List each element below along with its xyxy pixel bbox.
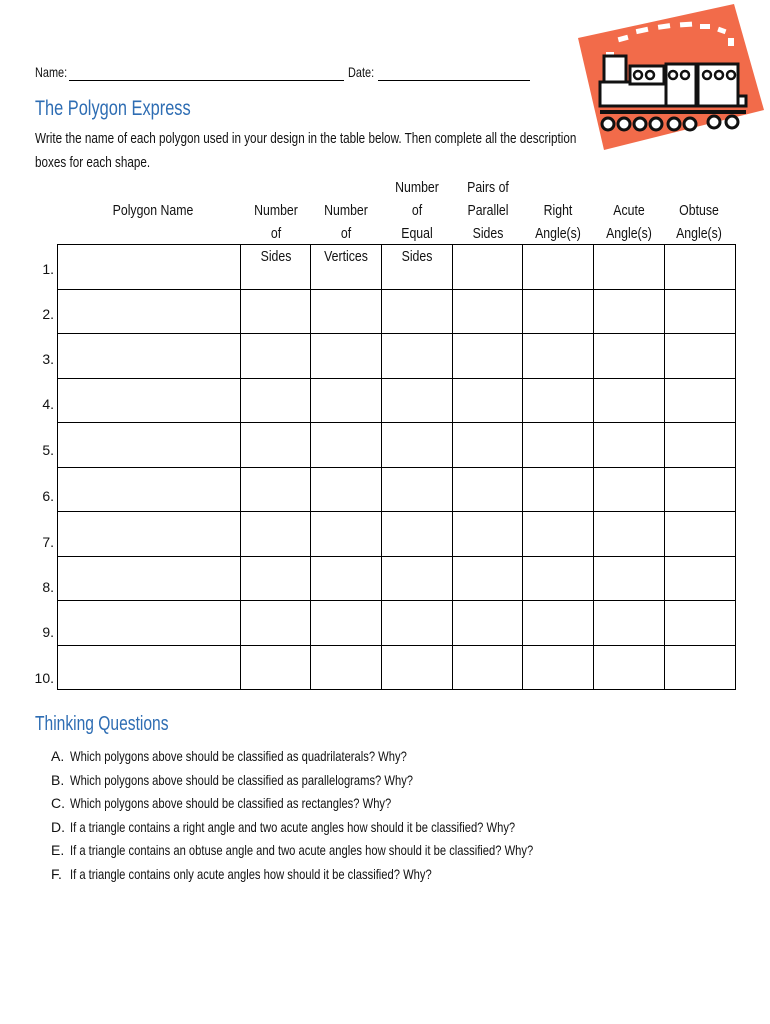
row-number: 8. [42,579,54,595]
description-cell[interactable] [665,245,736,290]
description-cell[interactable] [523,556,594,601]
description-cell[interactable] [311,467,382,512]
column-header-acute-angles: Acute Angle(s) [606,202,652,242]
description-cell[interactable] [665,645,736,690]
description-cell[interactable] [523,467,594,512]
column-header-polygon-name: Polygon Name [112,202,194,219]
description-cell[interactable] [241,334,311,379]
description-cell[interactable] [665,512,736,557]
description-cell[interactable] [523,423,594,468]
row-number: 7. [42,534,54,550]
description-cell[interactable] [665,289,736,334]
row-number: 10. [34,670,54,686]
column-header-equal-sides: Number of Equal Sides [395,179,439,265]
description-cell[interactable] [523,378,594,423]
description-cell[interactable] [311,512,382,557]
date-field-line[interactable] [378,80,530,81]
description-cell[interactable] [453,245,523,290]
name-field-line[interactable] [69,80,344,81]
description-cell[interactable] [382,467,453,512]
row-number: 2. [42,306,54,322]
description-cell[interactable] [594,334,665,379]
polygon-name-cell[interactable] [58,601,241,646]
description-cell[interactable] [382,334,453,379]
table-row [58,378,736,423]
polygon-name-cell[interactable] [58,245,241,290]
description-cell[interactable] [382,423,453,468]
description-cell[interactable] [453,645,523,690]
description-cell[interactable] [594,556,665,601]
description-cell[interactable] [382,378,453,423]
description-cell[interactable] [523,645,594,690]
question-item: C. Which polygons above should be classified as rectangles? Why? [51,795,392,811]
table-row [58,556,736,601]
description-cell[interactable] [311,556,382,601]
row-number: 3. [42,351,54,367]
column-header-parallel-sides: Pairs of Parallel Sides [467,179,509,242]
description-cell[interactable] [594,289,665,334]
description-cell[interactable] [594,512,665,557]
polygon-name-cell[interactable] [58,423,241,468]
description-cell[interactable] [241,289,311,334]
description-cell[interactable] [453,334,523,379]
table-row [58,245,736,290]
description-cell[interactable] [311,645,382,690]
description-cell[interactable] [382,245,453,290]
polygon-name-cell[interactable] [58,556,241,601]
column-header-sides: Number of Sides [254,202,298,265]
question-item: A. Which polygons above should be classified as quadrilaterals? Why? [51,748,407,764]
description-cell[interactable] [594,601,665,646]
question-item: B. Which polygons above should be classified as parallelograms? Why? [51,771,414,788]
description-cell[interactable] [382,512,453,557]
description-cell[interactable] [523,334,594,379]
question-item: D. If a triangle contains a right angle and two acute angles how should it be classified? Why? [51,818,516,835]
description-cell[interactable] [523,289,594,334]
row-number: 5. [42,442,54,458]
description-cell[interactable] [382,289,453,334]
description-cell[interactable] [453,423,523,468]
description-cell[interactable] [382,645,453,690]
table-row [58,601,736,646]
polygon-name-cell[interactable] [58,378,241,423]
question-list [51,745,649,886]
description-cell[interactable] [311,423,382,468]
table-row [58,334,736,379]
description-cell[interactable] [453,512,523,557]
column-header-right-angles: Right Angle(s) [535,202,581,242]
table-row [58,289,736,334]
table-row [58,423,736,468]
description-cell[interactable] [453,378,523,423]
question-item: F. If a triangle contains only acute angles how should it be classified? Why? [51,865,432,882]
instructions-line-1: Write the name of each polygon used in your design in the table below. Then complete all the description [35,130,577,147]
description-cell[interactable] [241,645,311,690]
description-cell[interactable] [241,601,311,646]
description-cell[interactable] [453,601,523,646]
description-cell[interactable] [665,467,736,512]
description-cell[interactable] [241,512,311,557]
description-cell[interactable] [241,467,311,512]
description-cell[interactable] [523,601,594,646]
description-cell[interactable] [311,245,382,290]
description-cell[interactable] [594,645,665,690]
row-number: 4. [42,396,54,412]
description-cell[interactable] [241,245,311,290]
thinking-questions-title: Thinking Questions [35,713,169,735]
description-cell[interactable] [311,289,382,334]
polygon-name-cell[interactable] [58,334,241,379]
description-cell[interactable] [382,556,453,601]
table-row [58,467,736,512]
description-cell[interactable] [241,556,311,601]
description-cell[interactable] [594,378,665,423]
description-cell[interactable] [311,334,382,379]
description-cell[interactable] [665,601,736,646]
description-cell[interactable] [241,378,311,423]
description-cell[interactable] [453,289,523,334]
column-header-vertices: Number of Vertices [324,202,368,265]
table-row [58,512,736,557]
polygon-name-cell[interactable] [58,645,241,690]
description-cell[interactable] [665,556,736,601]
description-cell[interactable] [453,467,523,512]
description-cell[interactable] [665,423,736,468]
polygon-table [57,244,736,690]
description-cell[interactable] [594,467,665,512]
polygon-name-cell[interactable] [58,467,241,512]
description-cell[interactable] [594,245,665,290]
name-label: Name: [35,64,68,80]
description-cell[interactable] [311,378,382,423]
page-title: The Polygon Express [35,97,191,120]
description-cell[interactable] [665,378,736,423]
polygon-name-cell[interactable] [58,512,241,557]
instructions-line-2: boxes for each shape. [35,154,151,171]
polygon-name-cell[interactable] [58,289,241,334]
row-number: 9. [42,624,54,640]
description-cell[interactable] [594,423,665,468]
table-row [58,645,736,690]
description-cell[interactable] [382,601,453,646]
description-cell[interactable] [523,512,594,557]
description-cell[interactable] [665,334,736,379]
description-cell[interactable] [453,556,523,601]
date-label: Date: [348,64,375,80]
question-item: E. If a triangle contains an obtuse angle and two acute angles how should it be classified? Why? [51,842,534,858]
description-cell[interactable] [523,245,594,290]
description-cell[interactable] [241,423,311,468]
column-header-obtuse-angles: Obtuse Angle(s) [676,202,722,242]
row-number: 6. [42,488,54,504]
row-number: 1. [42,261,54,277]
description-cell[interactable] [311,601,382,646]
